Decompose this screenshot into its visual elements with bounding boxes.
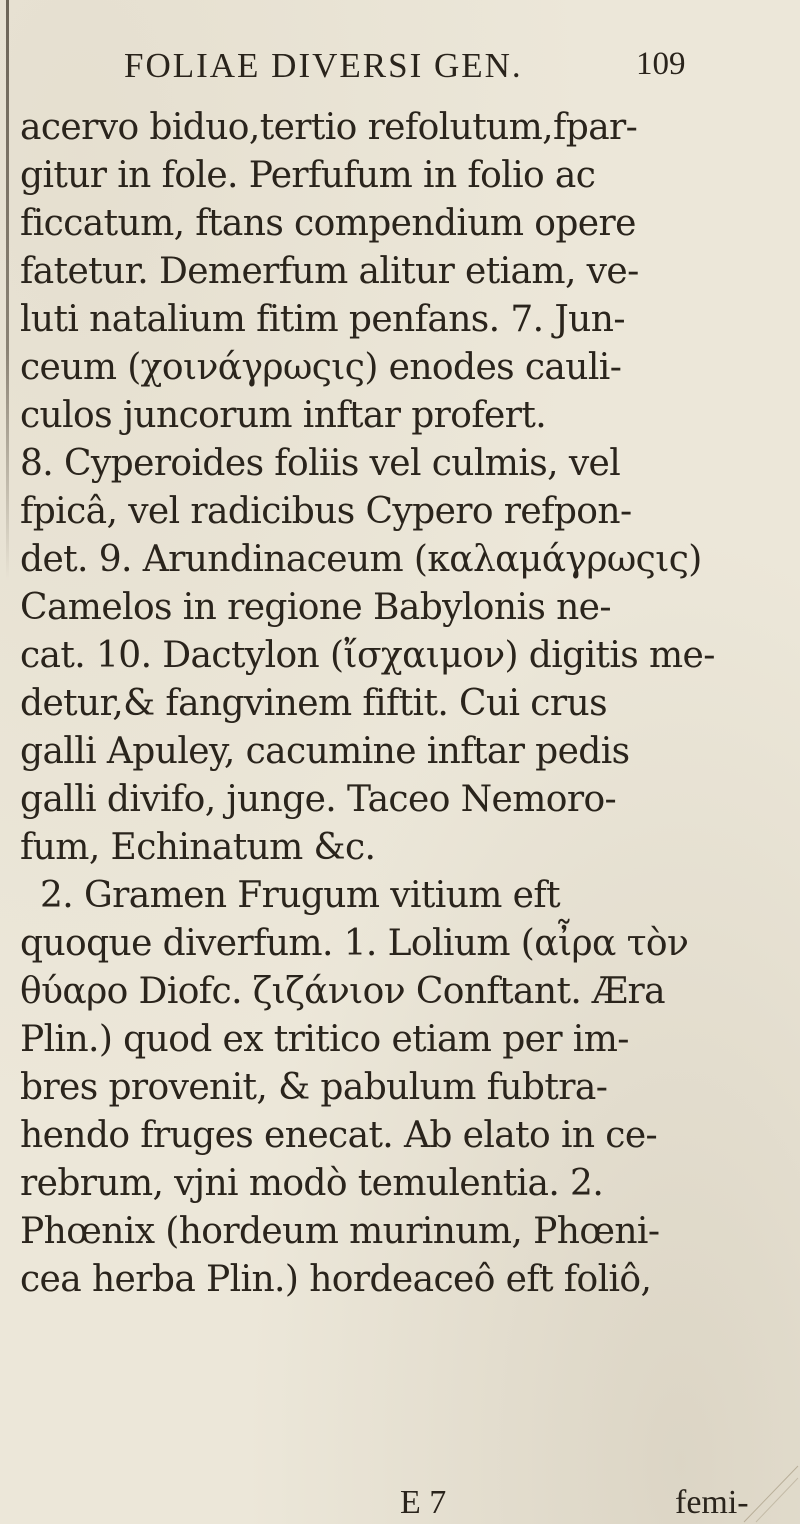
text-line: Plin.) quod ex tritico etiam per im-: [20, 1019, 629, 1060]
text-line: ceum (χοινάγρωςις) enodes cauli-: [20, 347, 622, 388]
text-line: fum, Echinatum &c.: [20, 827, 376, 868]
text-line: cea herba Plin.) hordeaceô eft foliô,: [20, 1259, 652, 1300]
text-line: acervo biduo,tertio refolutum,fpar-: [20, 107, 638, 148]
text-line: culos juncorum inftar profert.: [20, 395, 547, 436]
text-line: θύαρο Diofc. ζιζάνιον Conftant. Æra: [20, 971, 665, 1012]
text-line: bres provenit, & pabulum fubtra-: [20, 1067, 608, 1108]
text-line: gitur in fole. Perfufum in folio ac: [20, 155, 596, 196]
text-line: 8. Cyperoides foliis vel culmis, vel: [20, 443, 621, 484]
body-text: [20, 104, 720, 1304]
text-line: Camelos in regione Babylonis ne-: [20, 587, 611, 628]
text-line: cat. 10. Dactylon (ἴσχαιμον) digitis me-: [20, 635, 715, 676]
text-line: quoque diverfum. 1. Lolium (αἶρα τὸν: [20, 923, 689, 964]
page-footer: [0, 1484, 800, 1524]
text-line: luti natalium fitim penfans. 7. Jun-: [20, 299, 625, 340]
page-corner-crease: [740, 1464, 800, 1524]
text-line: rebrum, vjni modò temulentia. 2.: [20, 1163, 604, 1204]
page-header: [0, 46, 800, 96]
text-line: 2. Gramen Frugum vitium eft: [40, 875, 560, 916]
catchword: femi-: [675, 1484, 749, 1521]
text-line: detur,& fangvinem fiftit. Cui crus: [20, 683, 607, 724]
running-title: FOLIAE DIVERSI GEN.: [124, 46, 523, 85]
page-number: 109: [636, 46, 686, 82]
text-line: ficcatum, ftans compendium opere: [20, 203, 636, 244]
signature-mark: E 7: [400, 1484, 447, 1521]
text-line: hendo fruges enecat. Ab elato in ce-: [20, 1115, 658, 1156]
text-line: fpicâ, vel radicibus Cypero refpon-: [20, 491, 632, 532]
text-line: fatetur. Demerfum alitur etiam, ve-: [20, 251, 639, 292]
text-line: Phœnix (hordeum murinum, Phœni-: [20, 1211, 660, 1252]
text-line: galli Apuley, cacumine inftar pedis: [20, 731, 630, 772]
text-line: det. 9. Arundinaceum (καλαμάγρωςις): [20, 539, 702, 580]
text-line: galli divifo, junge. Taceo Nemoro-: [20, 779, 617, 820]
